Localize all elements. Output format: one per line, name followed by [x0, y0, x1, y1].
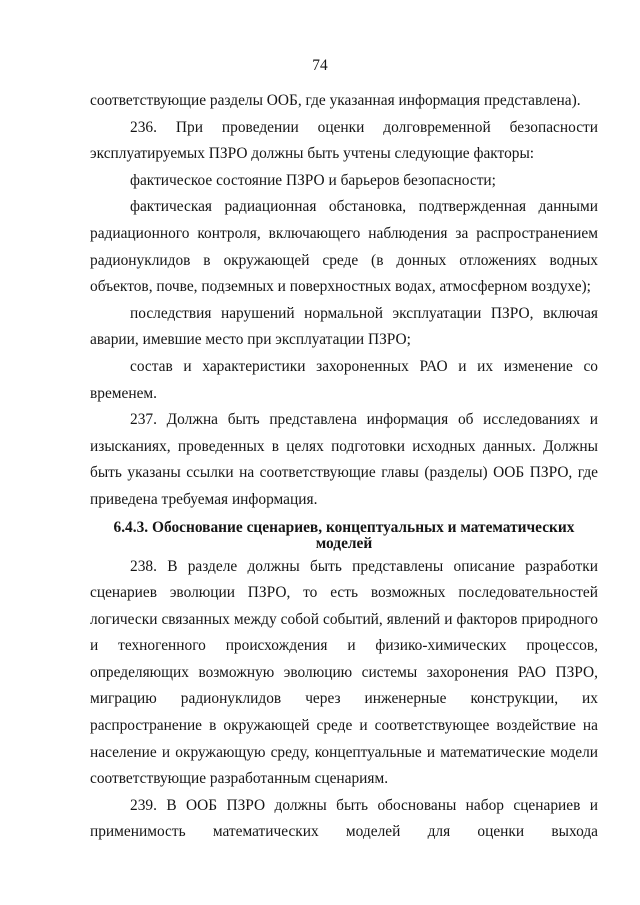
paragraph-239: 239. В ООБ ПЗРО должны быть обоснованы набор сценариев и применимость математических моделей для оценки выхода	[90, 796, 598, 841]
section-heading: 6.4.3. Обоснование сценариев, концептуальных и математических моделей	[113, 518, 575, 552]
paragraph-236: 236. При проведении оценки долговременной безопасности эксплуатируемых ПЗРО должны быть учтены следующие факторы:	[90, 118, 598, 163]
list-item-radiation-situation: фактическая радиационная обстановка, подтвержденная данными радиационного контроля, включающего наблюдения за распространением радионуклидов в окружающей среде (в донных отложениях водных объектов, почве, подземных и поверхностных водах, атмосферном воздухе);	[90, 198, 598, 296]
paragraph-238: 238. В разделе должны быть представлены описание разработки сценариев эволюции ПЗРО, то есть возможных последовательностей логически связанных между собой событий, явлений и факторов природного и техногенного происхождения и физико-химических процессов, определяющих возможную эволюцию системы захоронения РАО ПЗРО, миграцию радионуклидов через инженерные конструкции, их распространение в окружающей среде и соответствующее воздействие на население и окружающую среду, концептуальные и математические модели соответствующие разработанным сценариям.	[90, 557, 598, 788]
document-body	[90, 88, 598, 846]
page-number: 74	[312, 57, 328, 74]
list-item-rao-composition: состав и характеристики захороненных РАО и их изменение со временем.	[90, 357, 598, 402]
list-item-safety-barriers: фактическое состояние ПЗРО и барьеров безопасности;	[130, 171, 496, 189]
list-item-operation-violations: последствия нарушений нормальной эксплуатации ПЗРО, включая аварии, имевшие место при эксплуатации ПЗРО;	[90, 304, 598, 349]
paragraph-continuation: соответствующие разделы ООБ, где указанная информация представлена).	[90, 92, 581, 109]
paragraph-237: 237. Должна быть представлена информация об исследованиях и изысканиях, проведенных в целях подготовки исходных данных. Должны быть указаны ссылки на соответствующие главы (разделы) ООБ ПЗРО, где приведена требуемая информация.	[90, 411, 598, 508]
